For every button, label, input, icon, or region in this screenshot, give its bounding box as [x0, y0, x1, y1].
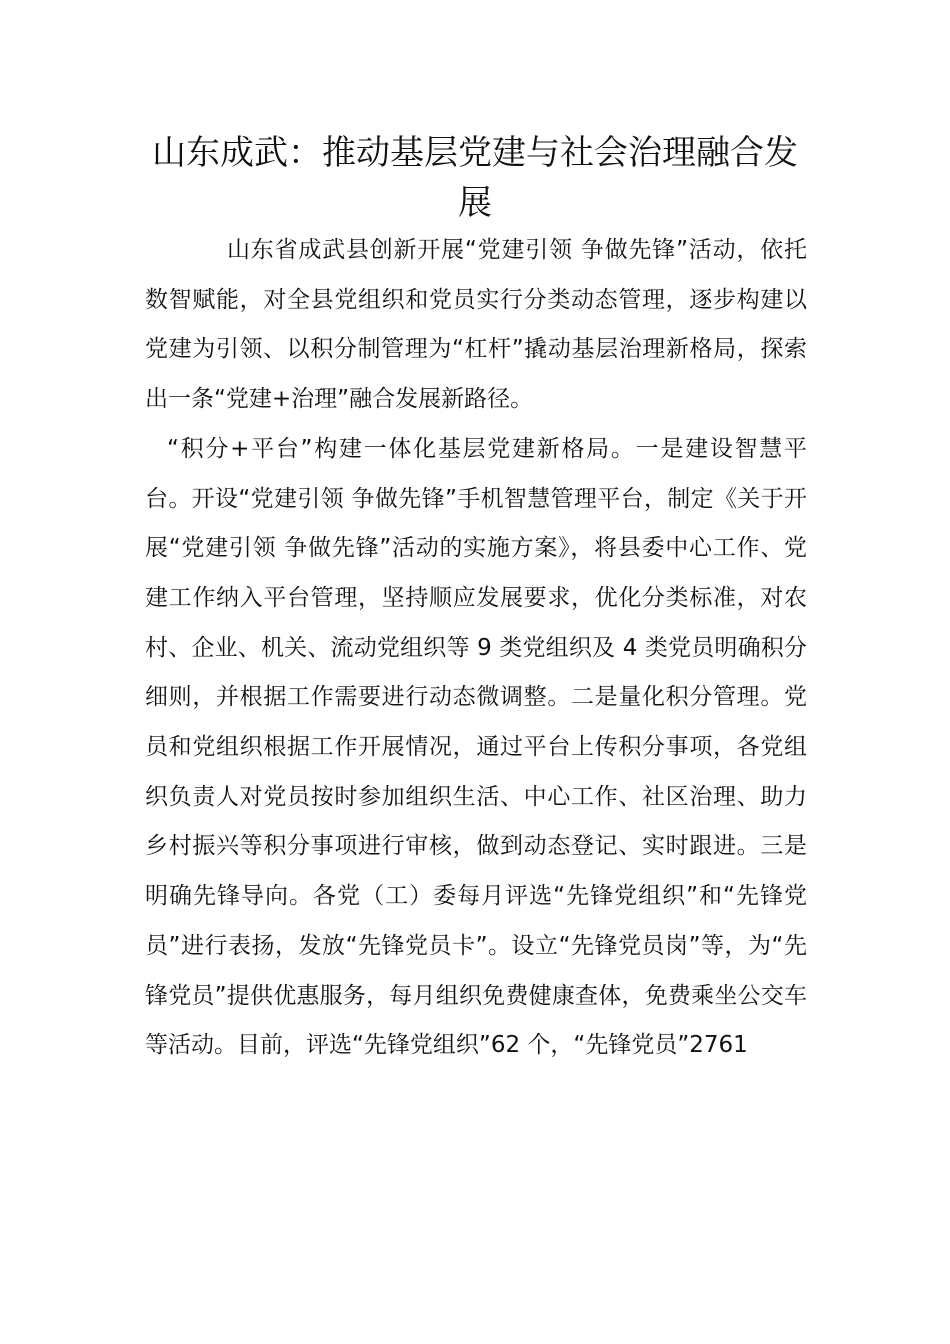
document-body	[145, 226, 807, 1071]
paragraph-points-platform: “积分+平台”构建一体化基层党建新格局。一是建设智慧平台。开设“党建引领 争做先锋”手机智慧管理平台，制定《关于开展“党建引领 争做先锋”活动的实施方案》，将县委中心工作、党建工作纳入平台管理，坚持顺应发展要求，优化分类标准，对农村、企业、机关、流动党组织等 9 类党组织及 4 类党员明确积分细则，并根据工作需要进行动态微调整。二是量化积分管理。党员和党组织根据工作开展情况，通过平台上传积分事项，各党组织负责人对党员按时参加组织生活、中心工作、社区治理、助力乡村振兴等积分事项进行审核，做到动态登记、实时跟进。三是明确先锋导向。各党（工）委每月评选“先锋党组织”和“先锋党员”进行表扬，发放“先锋党员卡”。设立“先锋党员岗”等，为“先锋党员”提供优惠服务，每月组织免费健康查体，免费乘坐公交车等活动。目前，评选“先锋党组织”62 个，“先锋党员”2761	[145, 435, 807, 1059]
document-title: 山东成武：推动基层党建与社会治理融合发展	[152, 133, 798, 223]
paragraph-intro: 山东省成武县创新开展“党建引领 争做先锋”活动，依托数智赋能，对全县党组织和党员实行分类动态管理，逐步构建以党建为引领、以积分制管理为“杠杆”撬动基层治理新格局，探索出一条“党建+治理”融合发展新路径。	[145, 237, 807, 413]
